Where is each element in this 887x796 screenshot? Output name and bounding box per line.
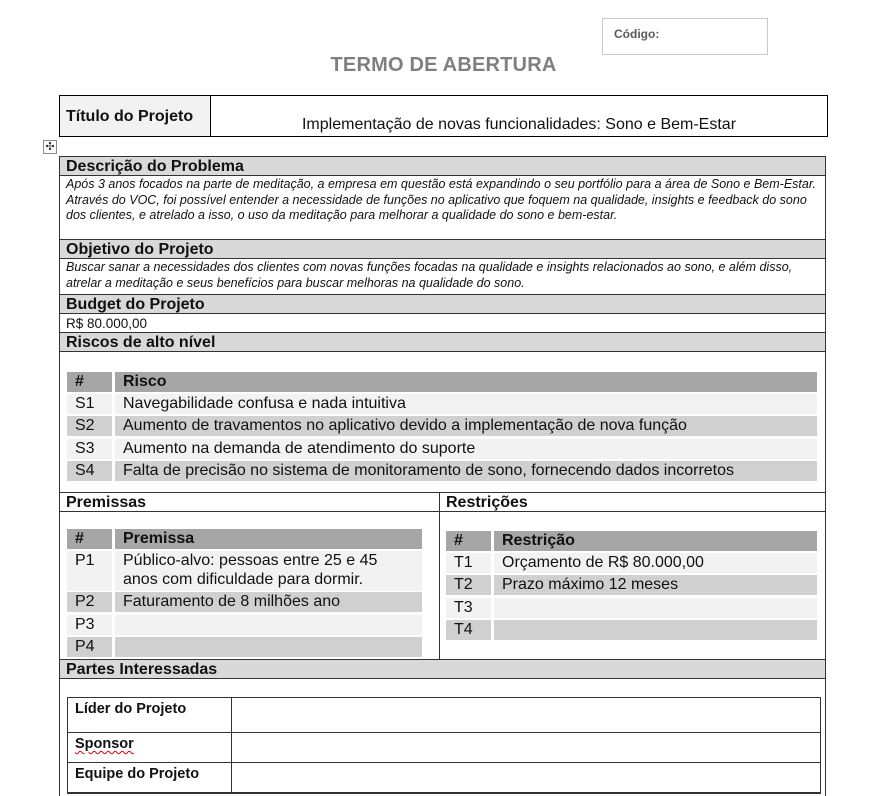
risks-header-row [67, 372, 817, 392]
risk-id: S1 [67, 394, 112, 414]
assumption-text-line: Público-alvo: pessoas entre 25 e 45 [123, 552, 378, 569]
table-row [67, 394, 817, 414]
risk-text[interactable]: Navegabilidade confusa e nada intuitiva [115, 394, 817, 414]
table-row [446, 598, 817, 618]
column-divider [439, 492, 440, 660]
risks-heading: Riscos de alto nível [60, 332, 825, 352]
table-row [67, 592, 422, 612]
problem-description-text[interactable]: Após 3 anos focados na parte de meditação, a empresa em questão está expandindo o seu portfólio para a área de Sono e Bem-Estar. Através do VOC, foi possível entender a necessidade de funções no aplicativo que foquem na qualidade, insights e feedback do sono dos clientes, e atrelado a isso, o uso da meditação para melhorar a qualidade do sono e bem-estar. [66, 177, 817, 222]
table-row [67, 416, 817, 436]
codigo-field[interactable] [602, 18, 768, 55]
project-title-table [59, 95, 828, 137]
constraint-text[interactable] [494, 598, 817, 618]
table-row [67, 461, 817, 481]
assumption-text[interactable] [115, 615, 422, 635]
assumption-id: P4 [67, 637, 112, 657]
constraints-col-name: Restrição [494, 531, 817, 551]
constraint-text[interactable]: Prazo máximo 12 meses [494, 575, 817, 595]
problem-description-heading: Descrição do Problema [60, 156, 825, 176]
assumption-text-line: anos com dificuldade para dormir. [123, 571, 364, 588]
constraint-id: T4 [446, 620, 491, 640]
risks-col-name: Risco [115, 372, 817, 392]
table-row [446, 620, 817, 640]
project-title-label: Título do Projeto [60, 96, 211, 136]
stakeholder-label [68, 733, 232, 762]
table-row [67, 637, 422, 657]
table-row [446, 575, 817, 595]
charter-table [59, 156, 826, 796]
constraint-text[interactable] [494, 620, 817, 640]
risk-id: S2 [67, 416, 112, 436]
project-title-value[interactable]: Implementação de novas funcionalidades: Sono e Bem-Estar [301, 116, 737, 133]
assumption-text[interactable] [115, 637, 422, 657]
project-objective-heading: Objetivo do Projeto [60, 239, 825, 259]
stakeholder-label: Equipe do Projeto [68, 763, 232, 792]
assumptions-heading: Premissas [60, 492, 440, 512]
constraint-id: T1 [446, 553, 491, 573]
constraints-col-id: # [446, 531, 491, 551]
risks-col-id: # [67, 372, 112, 392]
assumptions-col-id: # [67, 529, 112, 549]
constraint-text[interactable]: Orçamento de R$ 80.000,00 [494, 553, 817, 573]
constraints-heading: Restrições [440, 492, 825, 512]
table-row [68, 763, 820, 793]
table-row [67, 439, 817, 459]
risk-text[interactable]: Falta de precisão no sistema de monitoramento de sono, fornecendo dados incorretos [115, 461, 817, 481]
budget-value[interactable]: R$ 80.000,00 [66, 316, 148, 331]
risk-id: S3 [67, 439, 112, 459]
risk-text[interactable]: Aumento de travamentos no aplicativo devido a implementação de nova função [115, 416, 817, 436]
risk-text[interactable]: Aumento na demanda de atendimento do suporte [115, 439, 817, 459]
assumption-id: P2 [67, 592, 112, 612]
constraints-header-row [446, 531, 817, 551]
assumption-id: P1 [67, 551, 112, 591]
assumptions-col-name: Premissa [115, 529, 422, 549]
table-row [68, 698, 820, 733]
table-row [446, 553, 817, 573]
stakeholder-label-text: Sponsor [75, 736, 134, 752]
assumptions-header-row [67, 529, 422, 549]
stakeholder-value[interactable] [232, 733, 820, 762]
document-title: TERMO DE ABERTURA [330, 54, 557, 76]
stakeholder-value[interactable] [232, 763, 820, 792]
assumption-text[interactable] [115, 551, 422, 591]
risk-id: S4 [67, 461, 112, 481]
table-row [68, 733, 820, 763]
constraint-id: T3 [446, 598, 491, 618]
stakeholders-heading: Partes Interessadas [60, 659, 825, 679]
constraint-id: T2 [446, 575, 491, 595]
table-row [67, 551, 422, 591]
table-move-handle-icon[interactable]: ✣ [43, 140, 57, 154]
stakeholder-label: Líder do Projeto [68, 698, 232, 732]
codigo-label: Código: [614, 27, 660, 41]
assumption-text[interactable]: Faturamento de 8 milhões ano [115, 592, 422, 612]
budget-heading: Budget do Projeto [60, 294, 825, 314]
project-objective-text[interactable]: Buscar sanar a necessidades dos clientes com novas funções focadas na qualidade e insights relacionados ao sono, e além disso, atrelar a meditação e seus benefícios para buscar melhoras na qualidade do sono. [66, 260, 793, 290]
stakeholder-value[interactable] [232, 698, 820, 732]
assumption-id: P3 [67, 615, 112, 635]
stakeholders-table [67, 697, 821, 794]
table-row [67, 615, 422, 635]
